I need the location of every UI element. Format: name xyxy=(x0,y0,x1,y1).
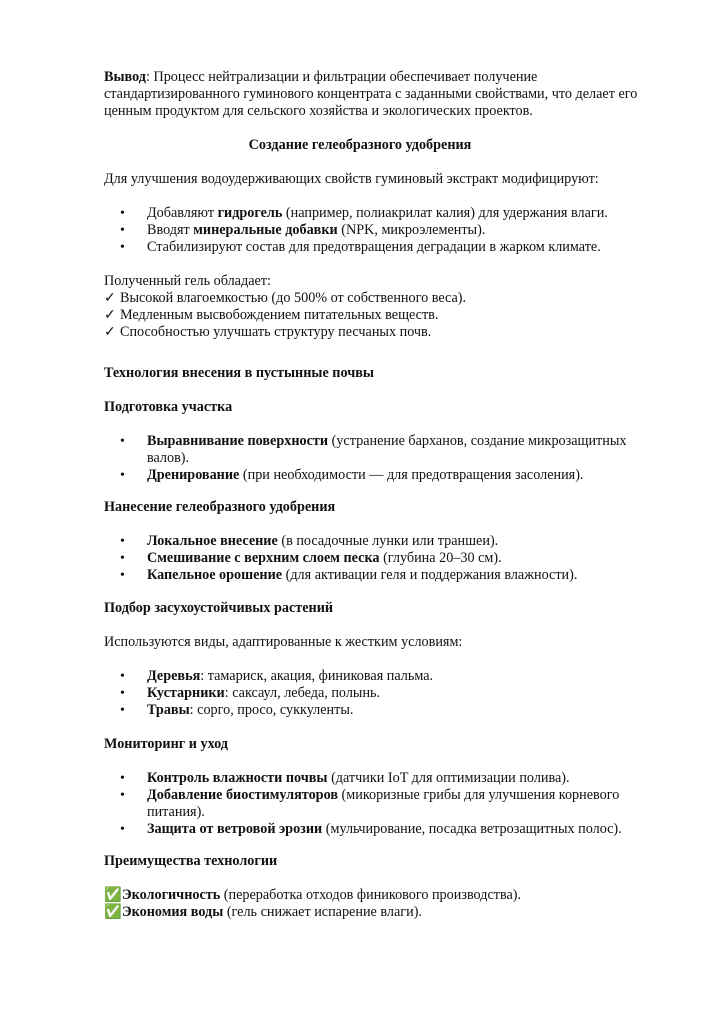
item-text: Высокой влагоемкостью (до 500% от собственного веса). xyxy=(120,290,467,306)
list-item xyxy=(104,205,664,222)
gel-intro: Для улучшения водоудерживающих свойств гуминовый экстракт модифицируют: xyxy=(104,171,599,187)
item-bold: Добавление биостимуляторов xyxy=(147,787,338,803)
list-item xyxy=(104,685,664,702)
plants-title: Подбор засухоустойчивых растений xyxy=(104,600,334,616)
list-item xyxy=(104,887,664,904)
gel-props-list xyxy=(104,290,664,341)
list-item xyxy=(104,222,664,239)
item-text: Добавляют xyxy=(147,205,218,221)
gel-props-intro: Полученный гель обладает: xyxy=(104,273,271,289)
item-text: (микоризные грибы для улучшения корневого питания). xyxy=(147,787,620,820)
check-icon: ✓ xyxy=(104,307,116,323)
plants-intro: Используются виды, адаптированные к жестким условиям: xyxy=(104,634,463,650)
check-icon: ✓ xyxy=(104,290,116,306)
item-bold: Капельное орошение xyxy=(147,567,283,583)
item-text: Способностью улучшать структуру песчаных почв. xyxy=(120,324,432,340)
item-bold: Деревья xyxy=(147,668,201,684)
item-bold: минеральные добавки xyxy=(193,222,338,238)
item-text: (например, полиакрилат калия) для удержания влаги. xyxy=(282,205,608,221)
item-bold: Локальное внесение xyxy=(147,533,278,549)
list-item xyxy=(104,533,664,550)
prep-title: Подготовка участка xyxy=(104,399,233,415)
item-bold: Контроль влажности почвы xyxy=(147,770,328,786)
conclusion-text: : Процесс нейтрализации и фильтрации обеспечивает получение стандартизированного гуминового концентрата с заданными свойствами, что делает его ценным продуктом для сельского хозяйства и экологических проектов. xyxy=(104,69,638,119)
item-text: Медленным высвобождением питательных веществ. xyxy=(120,307,439,323)
prep-list xyxy=(104,433,664,484)
item-bold: Смешивание с верхним слоем песка xyxy=(147,550,380,566)
item-bold: Дренирование xyxy=(147,467,240,483)
list-item xyxy=(104,668,664,685)
item-bold: гидрогель xyxy=(217,205,283,221)
list-item xyxy=(104,702,664,719)
list-item xyxy=(104,904,664,921)
item-text: : сорго, просо, суккуленты. xyxy=(189,702,354,718)
item-text: : тамариск, акация, финиковая пальма. xyxy=(200,668,434,684)
list-item xyxy=(104,307,664,324)
advantages-title: Преимущества технологии xyxy=(104,853,278,869)
item-text: (переработка отходов финикового производства). xyxy=(220,887,522,903)
item-text: (для активации геля и поддержания влажности). xyxy=(282,567,578,583)
conclusion-label: Вывод xyxy=(104,69,146,85)
item-bold: Травы xyxy=(147,702,190,718)
item-bold: Экологичность xyxy=(122,887,221,903)
gel-steps-list xyxy=(104,205,664,256)
check-mark-icon: ✅ xyxy=(104,887,122,903)
apply-title: Нанесение гелеобразного удобрения xyxy=(104,499,336,515)
monitor-list xyxy=(104,770,664,838)
check-mark-icon: ✅ xyxy=(104,904,122,920)
plants-list xyxy=(104,668,664,719)
item-bold: Выравнивание поверхности xyxy=(147,433,329,449)
conclusion-paragraph xyxy=(104,69,664,120)
item-text: (глубина 20–30 см). xyxy=(379,550,502,566)
item-bold: Экономия воды xyxy=(122,904,224,920)
item-text: (NPK, микроэлементы). xyxy=(337,222,486,238)
list-item xyxy=(104,770,664,787)
list-item xyxy=(104,433,664,467)
item-text: (гель снижает испарение влаги). xyxy=(223,904,422,920)
list-item xyxy=(104,550,664,567)
item-text: (датчики IoT для оптимизации полива). xyxy=(327,770,570,786)
apply-list xyxy=(104,533,664,584)
item-bold: Кустарники xyxy=(147,685,225,701)
tech-title: Технология внесения в пустынные почвы xyxy=(104,365,374,381)
item-text: Стабилизируют состав для предотвращения деградации в жарком климате. xyxy=(147,239,601,255)
item-text: (устранение барханов, создание микрозащитных валов). xyxy=(147,433,627,466)
list-item xyxy=(104,787,664,821)
list-item xyxy=(104,290,664,307)
item-text: (при необходимости — для предотвращения засоления). xyxy=(239,467,584,483)
item-bold: Защита от ветровой эрозии xyxy=(147,821,323,837)
list-item xyxy=(104,324,664,341)
advantages-list xyxy=(104,887,664,921)
item-text: Вводят xyxy=(147,222,194,238)
list-item xyxy=(104,567,664,584)
item-text: (мульчирование, посадка ветрозащитных полос). xyxy=(322,821,622,837)
list-item xyxy=(104,467,664,484)
item-text: (в посадочные лунки или траншеи). xyxy=(277,533,499,549)
list-item xyxy=(104,239,664,256)
list-item xyxy=(104,821,664,838)
check-icon: ✓ xyxy=(104,324,116,340)
monitor-title: Мониторинг и уход xyxy=(104,736,228,752)
gel-section-title: Создание гелеобразного удобрения xyxy=(248,137,472,153)
item-text: : саксаул, лебеда, полынь. xyxy=(224,685,381,701)
